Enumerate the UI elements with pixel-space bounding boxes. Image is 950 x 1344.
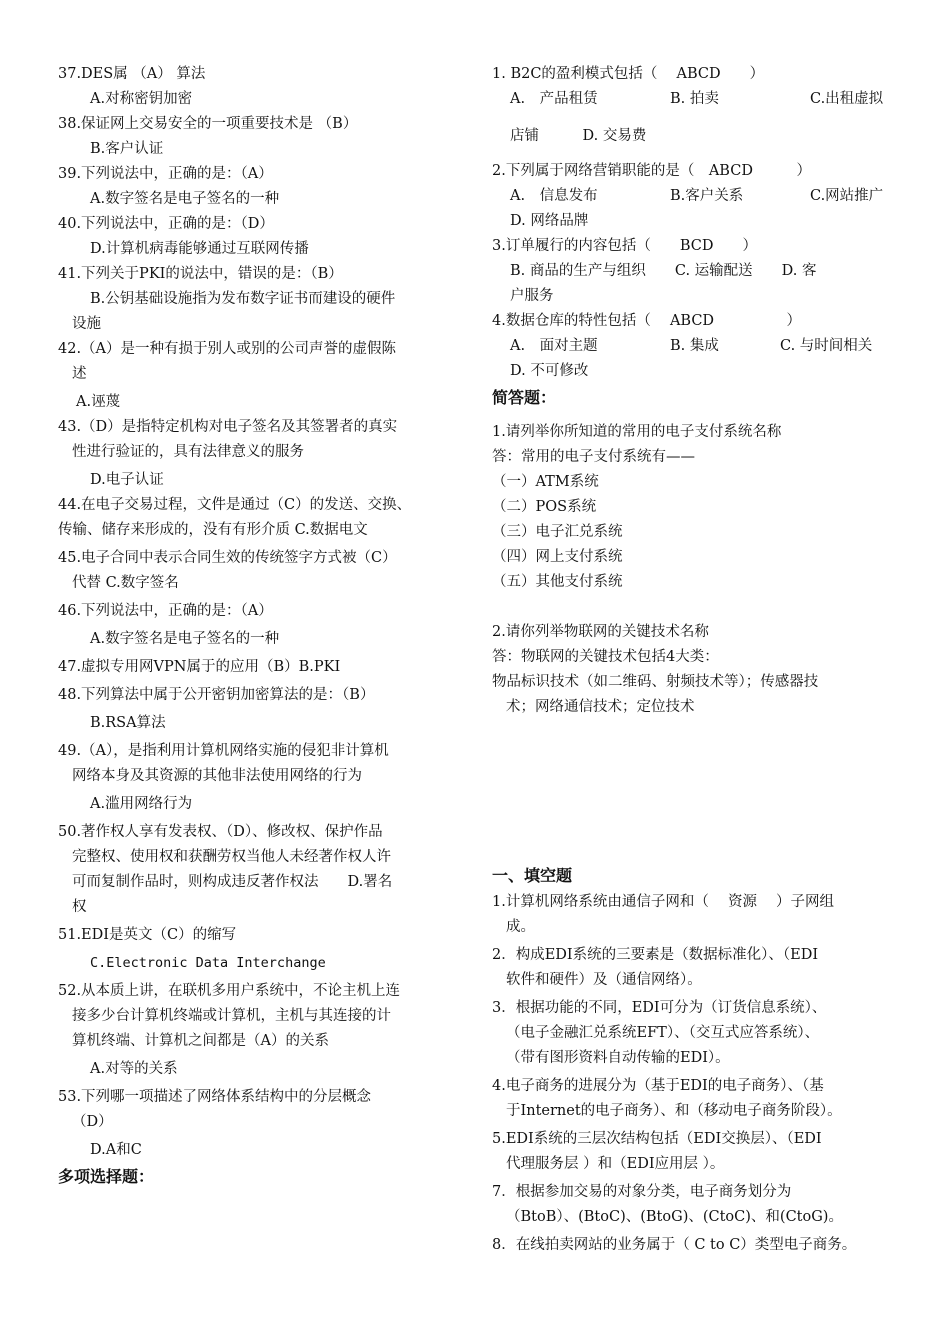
question-50-line4: 权 (72, 899, 87, 915)
answer-41-line1: B.公钥基础设施指为发布数字证书而建设的硬件 (90, 291, 396, 307)
short-answer-2: 答：物联网的关键技术包括4大类： (492, 649, 719, 665)
question-43-line2: 性进行验证的，具有法律意义的服务 (72, 444, 304, 460)
answer-41-line2: 设施 (72, 316, 101, 332)
short-answer-heading: 简答题： (492, 388, 557, 407)
answer-42: A.诬蔑 (76, 394, 121, 410)
multi-options-4 (492, 334, 894, 359)
question-43-line1: 43.（D）是指特定机构对电子签名及其签署者的真实 (58, 419, 398, 435)
answer-52: A.对等的关系 (90, 1061, 178, 1077)
question-50-line1: 50.著作权人享有发表权、（D）、修改权、保护作品 (58, 824, 383, 840)
question-40: 40.下列说法中，正确的是：（D） (58, 216, 274, 232)
short-question-1: 1.请列举你所知道的常用的电子支付系统名称 (492, 424, 782, 440)
question-49-line2: 网络本身及其资源的其他非法使用网络的行为 (72, 768, 362, 784)
question-41: 41.下列关于PKI的说法中，错误的是：（B） (58, 266, 343, 282)
question-52-line2: 接多少台计算机终端或计算机，主机与其连接的计 (72, 1008, 391, 1024)
question-47: 47.虚拟专用网VPN属于的应用（B）B.PKI (58, 659, 341, 675)
multi-continuation-3: 户服务 (510, 288, 554, 304)
answer-53: D.A和C (90, 1142, 142, 1158)
multi-continuation-2: D. 网络品牌 (510, 213, 589, 229)
fill-item-2-line1: 2．构成EDI系统的三要素是（数据标准化）、（EDI (492, 947, 819, 963)
answer-49: A.滥用网络行为 (90, 796, 193, 812)
question-44-line2: 传输、储存来形成的，没有有形介质 C.数据电文 (58, 522, 368, 538)
question-52-line3: 算机终端、计算机之间都是（A）的关系 (72, 1033, 329, 1049)
answer-46: A.数字签名是电子签名的一种 (90, 631, 280, 647)
question-45-line2: 代替 C.数字签名 (72, 575, 179, 591)
answer-40: D.计算机病毒能够通过互联网传播 (90, 241, 309, 257)
answer-39: A.数字签名是电子签名的一种 (90, 191, 280, 207)
option: C.出租虚拟 (810, 91, 884, 107)
multi-choice-heading: 多项选择题： (58, 1167, 155, 1186)
answer-51: C.Electronic Data Interchange (90, 955, 326, 971)
fill-item-2-line2: 软件和硬件）及（通信网络）。 (506, 972, 702, 988)
option: A. 产品租赁 (510, 91, 598, 107)
question-45-line1: 45.电子合同中表示合同生效的传统签字方式被（C） (58, 550, 397, 566)
fill-item-5-line1: 5.EDI系统的三层次结构包括（EDI交换层）、（EDI (492, 1131, 822, 1147)
question-38: 38.保证网上交易安全的一项重要技术是 （B） (58, 116, 358, 132)
fill-item-7-line1: 7．根据参加交易的对象分类，电子商务划分为 (492, 1184, 792, 1200)
question-49-line1: 49.（A），是指利用计算机网络实施的侵犯非计算机 (58, 743, 389, 759)
fill-item-3-line2: （电子金融汇兑系统EFT）、（交互式应答系统）、 (506, 1025, 820, 1041)
fill-item-4-line1: 4.电子商务的进展分为（基于EDI的电子商务）、（基 (492, 1078, 824, 1094)
fill-item-3-line1: 3．根据功能的不同，EDI可分为（订货信息系统）、 (492, 1000, 827, 1016)
question-37: 37.DES属 （A） 算法 (58, 66, 206, 82)
question-53-line1: 53.下列哪一项描述了网络体系结构中的分层概念 (58, 1089, 372, 1105)
short-answer-2-body-line1: 物品标识技术（如二维码、射频技术等）；传感器技 (492, 674, 819, 690)
multi-question-3: 3.订单履行的内容包括（ BCD ） (492, 238, 757, 254)
fill-item-8-line1: 8．在线拍卖网站的业务属于（ C to C）类型电子商务。 (492, 1237, 857, 1253)
answer-38: B.客户认证 (90, 141, 164, 157)
question-42-line2: 述 (72, 366, 87, 382)
option: B. 拍卖 (670, 91, 719, 107)
multi-continuation-4: D. 不可修改 (510, 363, 589, 379)
short-question-2: 2.请你列举物联网的关键技术名称 (492, 624, 709, 640)
answer-43: D.电子认证 (90, 472, 164, 488)
question-52-line1: 52.从本质上讲，在联机多用户系统中，不论主机上连 (58, 983, 401, 999)
left-column (58, 62, 453, 1191)
question-53-line2: （D） (72, 1114, 113, 1130)
answer-37: A.对称密钥加密 (90, 91, 193, 107)
option: B.客户关系 (670, 188, 744, 204)
multi-question-4: 4.数据仓库的特性包括（ ABCD ） (492, 313, 802, 329)
multi-options-1 (492, 87, 894, 112)
multi-continuation-1: 店铺 D. 交易费 (510, 128, 647, 144)
multi-question-2: 2.下列属于网络营销职能的是（ ABCD ） (492, 163, 811, 179)
question-50-line2: 完整权、使用权和获酬劳权当他人未经著作权人许 (72, 849, 391, 865)
option: A. 信息发布 (510, 188, 598, 204)
list-item: （五）其他支付系统 (492, 574, 623, 590)
answer-48: B.RSA算法 (90, 715, 166, 731)
option: A. 面对主题 (510, 338, 598, 354)
question-44-line1: 44.在电子交易过程，文件是通过（C）的发送、交换、 (58, 497, 412, 513)
question-39: 39.下列说法中，正确的是：（A） (58, 166, 273, 182)
short-answer-1: 答：常用的电子支付系统有—— (492, 449, 695, 465)
multi-question-1: 1. B2C的盈利模式包括（ ABCD ） (492, 66, 765, 82)
question-51: 51.EDI是英文（C）的缩写 (58, 927, 237, 943)
fill-item-1-line1: 1.计算机网络系统由通信子网和（ 资源 ）子网组 (492, 894, 835, 910)
multi-options-3: B. 商品的生产与组织 C. 运输配送 D. 客 (510, 263, 817, 279)
fill-item-3-line3: （带有图形资料自动传输的EDI）。 (506, 1050, 730, 1066)
list-item: （二）POS系统 (492, 499, 597, 515)
option: C.网站推广 (810, 188, 884, 204)
right-column (492, 62, 894, 1258)
question-48: 48.下列算法中属于公开密钥加密算法的是：（B） (58, 687, 375, 703)
multi-options-2 (492, 184, 894, 209)
question-46: 46.下列说法中，正确的是：（A） (58, 603, 273, 619)
list-item: （一）ATM系统 (492, 474, 599, 490)
question-50-line3: 可而复制作品时，则构成违反著作权法 D.署名 (72, 874, 393, 890)
fill-item-4-line2: 于Internet的电子商务）、和（移动电子商务阶段）。 (506, 1103, 842, 1119)
option: B. 集成 (670, 338, 719, 354)
fill-item-1-line2: 成。 (506, 919, 535, 935)
list-item: （四）网上支付系统 (492, 549, 623, 565)
fill-blank-heading: 一、填空题 (492, 866, 573, 885)
fill-item-7-line2: （BtoB）、(BtoC)、(BtoG)、(CtoC)、和(CtoG)。 (506, 1209, 843, 1225)
short-answer-2-body-line2: 术；网络通信技术；定位技术 (506, 699, 695, 715)
option: C. 与时间相关 (780, 338, 873, 354)
question-42-line1: 42.（A）是一种有损于别人或别的公司声誉的虚假陈 (58, 341, 397, 357)
list-item: （三）电子汇兑系统 (492, 524, 623, 540)
fill-item-5-line2: 代理服务层 ）和（EDI应用层 ）。 (506, 1156, 725, 1172)
